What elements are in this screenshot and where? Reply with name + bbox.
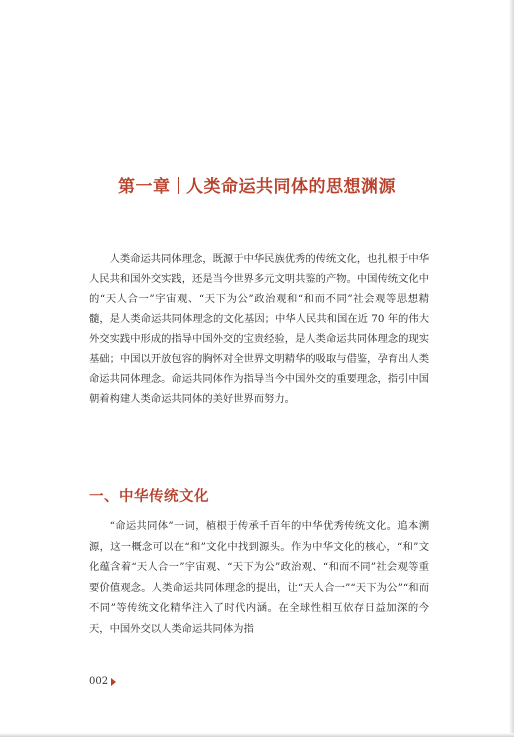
chapter-label: 第一章 bbox=[118, 177, 171, 197]
section-body bbox=[89, 516, 429, 639]
section-heading: 一、中华传统文化 bbox=[89, 489, 209, 505]
page-bottom-shadow bbox=[0, 733, 514, 737]
chapter-name: 人类命运共同体的思想渊源 bbox=[186, 177, 396, 197]
triangle-right-icon bbox=[111, 678, 116, 686]
chapter-title-separator bbox=[178, 177, 180, 194]
section-paragraph: “命运共同体”一词，植根于传承千百年的中华优秀传统文化。追本溯源，这一概念可以在“和”文化中找到源头。作为中华文化的核心，“和”文化蕴含着“天人合一”宇宙观、“天下为公”政治观、“和而不同”社会观等重要价值观念。人类命运共同体理念的提出，让“天人合一”“天下为公”“和而不同”等传统文化精华注入了时代内涵。在全球性相互依存日益加深的今天，中国外交以人类命运共同体为指 bbox=[89, 520, 429, 635]
page-number: 002 bbox=[89, 676, 109, 687]
intro-section bbox=[89, 249, 429, 409]
page-footer bbox=[89, 676, 116, 687]
chapter-title bbox=[0, 172, 514, 197]
page-edge-shadow bbox=[509, 0, 514, 737]
intro-paragraph: 人类命运共同体理念，既源于中华民族优秀的传统文化，也扎根于中华人民共和国外交实践，还是当今世界多元文明共鉴的产物。中国传统文化中的“天人合一”宇宙观、“天下为公”政治观和“和而不同”社会观等思想精髓，是人类命运共同体理念的文化基因；中华人民共和国在近 70 年的伟大外交实践中形成的指导中国外交的宝贵经验，是人类命运共同体理念的现实基础；中国以开放包容的胸怀对全世界文明精华的吸取与借鉴，孕育出人类命运共同体理念。命运共同体作为指导当今中国外交的重要理念，指引中国朝着构建人类命运共同体的美好世界而努力。 bbox=[89, 253, 429, 405]
